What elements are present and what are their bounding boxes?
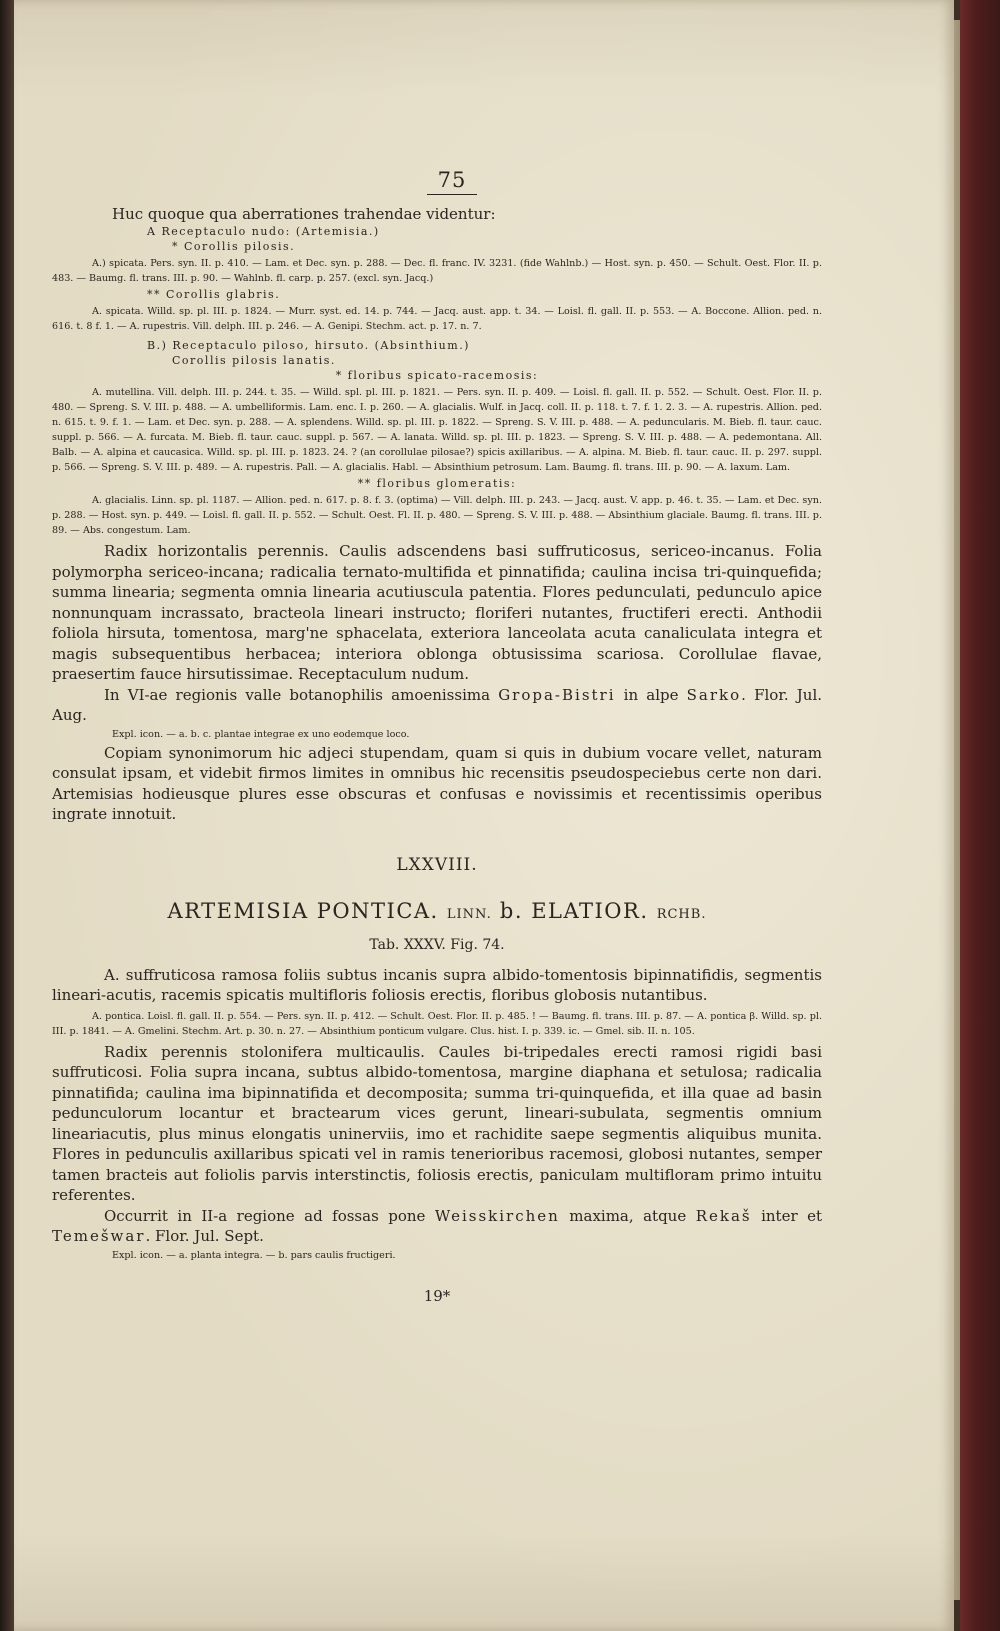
icon-explanation-2: Expl. icon. — a. planta integra. — b. pars caulis fructigeri. bbox=[112, 1249, 396, 1261]
place-name: Gropa-Bistri bbox=[498, 685, 616, 704]
section-b-sub0: Corollis pilosis lanatis. bbox=[172, 354, 336, 367]
section-a-heading: A Receptaculo nudo: (Artemisia.) bbox=[147, 225, 380, 238]
habitat-2: Occurrit in II-a regione ad fossas pone Weisskirchen maxima, atque Rekaš inter et Temešwar. Flor. Jul. Sept. bbox=[52, 1206, 822, 1245]
section-a-sub2: ** Corollis glabris. bbox=[147, 288, 281, 301]
species-number: LXXVIII. bbox=[396, 854, 478, 875]
lead-line: Huc quoque qua aberrationes trahendae videntur: bbox=[112, 205, 496, 223]
page-number: 75 bbox=[437, 168, 467, 192]
book-page bbox=[14, 0, 954, 1631]
place-name: Weisskirchen bbox=[434, 1206, 560, 1225]
page-content bbox=[52, 168, 822, 1305]
author-note: Copiam synonimorum hic adjeci stupendam, quam si quis in dubium vocare vellet, naturam consulat ipsam, et videbit firmos limites in omnibus hic recensitis pseudospeciebus certe non dari. Artemisias hodieusque plures esse obscuras et confusas e novissimis et recentissimis operibus ingrate innotuit. bbox=[52, 743, 822, 823]
section-a-synonyms-2: A. spicata. Willd. sp. pl. III. p. 1824. — Murr. syst. ed. 14. p. 744. — Jacq. aust. app. t. 34. — Loisl. fl. gall. II. p. 553. — A. Boccone. Allion. ped. n. 616. t. 8 f. 1. — A. rupestris. Vill. delph. III. p. 246. — A. Genipi. Stechm. act. p. 17. n. 7. bbox=[52, 306, 822, 332]
diagnosis: A. suffruticosa ramosa foliis subtus incanis supra albido-tomentosis bipinnatifidis, segmentis lineari-acutis, racemis spicatis multifloris foliosis erectis, floribus globosis nutantibus. bbox=[52, 965, 822, 1004]
plate-reference: Tab. XXXV. Fig. 74. bbox=[369, 936, 505, 953]
section-b-synonyms-1: A. mutellina. Vill. delph. III. p. 244. t. 35. — Willd. spl. pl. III. p. 1821. — Pers. syn. II. p. 409. — Loisl. fl. gall. II. p. 552. — Schult. Oest. Flor. II. p. 480. — Spreng. S. V. III. p. 488. — A. umbelliformis. Lam. enc. I. p. 260. — A. glacialis. Wulf. in Jacq. coll. II. p. 118. t. 7. f. 1. 2. 3. — A. rupestris. Allion. ped. n. 615. t. 9. f. 1. — Lam. et Dec. syn. p. 288. — A. splendens. Willd. sp. pl. III. p. 1822. — Spreng. S. V. III. p. 488. — A. peduncularis. M. Bieb. fl. taur. cauc. suppl. p. 566. — A. furcata. M. Bieb. fl. taur. cauc. suppl. p. 567. — A. lanata. Willd. sp. pl. III. p. 1823. — Spreng. S. V. III. p. 488. — A. pedemontana. All. Balb. — A. alpina et caucasica. Willd. sp. pl. III. p. 1823. 24. ? (an corollulae pilosae?) spicis axillaribus. — A. alpina. M. Bieb. fl. taur. cauc. II. p. 297. suppl. p. 566. — Spreng. S. V. III. p. 489. — A. rupestris. Pall. — A. glacialis. Habl. — Absinthium petrosum. Lam. Baumg. fl. trans. III. p. 90. — A. laxum. Lam. bbox=[52, 387, 822, 473]
habitat-1: In VI-ae regionis valle botanophilis amoenissima Gropa-Bistri in alpe Sarko. Flor. Jul. Aug. bbox=[52, 685, 823, 724]
species-title: ARTEMISIA PONTICA. LINN. b. ELATIOR. RCHB. bbox=[167, 898, 707, 923]
page-number-rule bbox=[427, 194, 477, 195]
signature-mark: 19* bbox=[423, 1286, 451, 1305]
description-2: Radix perennis stolonifera multicaulis. Caules bi-tripedales erecti ramosi rigidi basi suffruticosi. Folia supra incana, subtus albido-tomentosa, margine diaphana et setulosa; radicalia pinnatifida; caulina ima bipinnatifida et decomposita; summa tri-quinquefida, et illa quae ad basin pedunculorum locantur et bractearum vices gerunt, lineari-subulata, segmentis omnium lineariacutis, plus minus elongatis uninerviis, imo et rachidite saepe segmentis aliquibus munita. Flores in pedunculis axillaribus spicati vel in ramis tenerioribus racemosi, globosi nutantes, semper tamen bracteis aut foliolis parvis interstinctis, foliosis erectis, paniculam multifloram primo intuitu referentes. bbox=[52, 1042, 822, 1204]
section-b-heading: B.) Receptaculo piloso, hirsuto. (Absinthium.) bbox=[147, 339, 470, 352]
place-name: Rekaš bbox=[695, 1206, 752, 1225]
place-name: Sarko bbox=[686, 685, 742, 704]
icon-explanation-1: Expl. icon. — a. b. c. plantae integrae ex uno eodemque loco. bbox=[112, 728, 410, 740]
section-b-synonyms-2: A. glacialis. Linn. sp. pl. 1187. — Allion. ped. n. 617. p. 8. f. 3. (optima) — Vill. delph. III. p. 243. — Jacq. aust. V. app. p. 46. t. 35. — Lam. et Dec. syn. p. 288. — Host. syn. p. 449. — Loisl. fl. gall. II. p. 552. — Schult. Oest. Fl. II. p. 480. — Spreng. S. V. III. p. 488. — Absinthium glaciale. Baumg. fl. trans. III. p. 89. — Abs. congestum. Lam. bbox=[52, 495, 822, 536]
section-a-synonyms-1: A.) spicata. Pers. syn. II. p. 410. — Lam. et Dec. syn. p. 288. — Dec. fl. franc. IV. 3231. (fide Wahlnb.) — Host. syn. p. 450. — Schult. Oest. Flor. II. p. 483. — Baumg. fl. trans. III. p. 90. — Wahlnb. fl. carp. p. 257. (excl. syn. Jacq.) bbox=[52, 258, 822, 284]
book-cover-edge bbox=[960, 0, 1000, 1631]
place-name: Temešwar bbox=[52, 1227, 146, 1245]
synonyms-2: A. pontica. Loisl. fl. gall. II. p. 554. — Pers. syn. II. p. 412. — Schult. Oest. Flor. II. p. 485. ! — Baumg. fl. trans. III. p. 87. — A. pontica β. Willd. sp. pl. III. p. 1841. — A. Gmelini. Stechm. Art. p. 30. n. 27. — Absinthium ponticum vulgare. Clus. hist. I. p. 339. ic. — Gmel. sib. II. n. 105. bbox=[52, 1010, 822, 1037]
section-b-sub2: ** floribus glomeratis: bbox=[357, 477, 517, 490]
description-1: Radix horizontalis perennis. Caulis adscendens basi suffruticosus, sericeo-incanus. Folia polymorpha sericeo-incana; radicalia ternato-multifida et pinnatifida; caulina incisa tri-quinquefida; summa linearia; segmenta omnia linearia acutiuscula patentia. Flores pedunculati, pedunculo apice nonnunquam incrassato, bracteola lineari instructo; floriferi nutantes, fructiferi erecti. Anthodii foliola hirsuta, tomentosa, marg'ne sphacelata, exteriora lanceolata acuta canaliculata integra et magis subsequentibus herbacea; interiora oblonga obtusissima scariosa. Corollulae flavae, praesertim fauce hirsutissimae. Receptaculum nudum. bbox=[52, 542, 822, 683]
section-a-sub1: * Corollis pilosis. bbox=[172, 240, 296, 253]
section-b-sub1: * floribus spicato-racemosis: bbox=[335, 369, 539, 382]
